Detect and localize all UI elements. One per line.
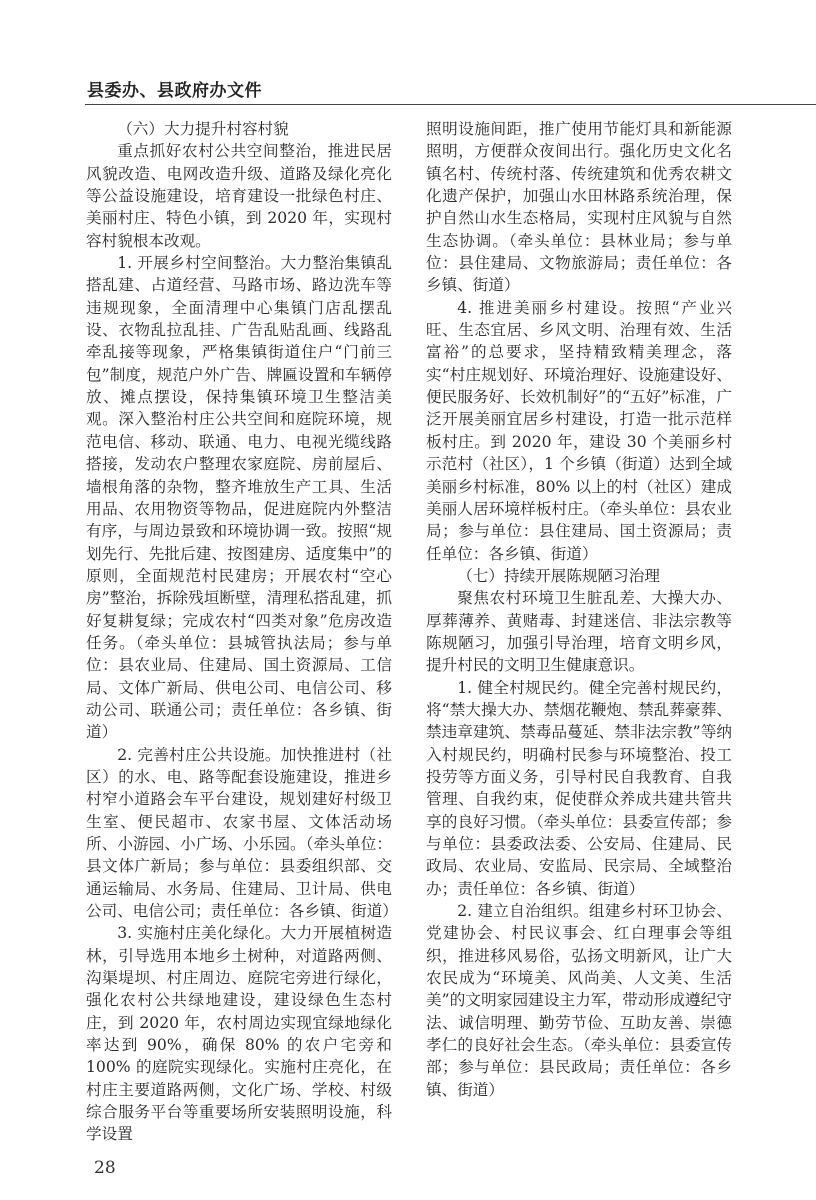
header-divider: [85, 104, 816, 105]
paragraph-intro-7: 聚焦农村环境卫生脏乱差、大操大办、厚葬薄养、黄赌毒、封建迷信、非法宗教等陈规陋习，加强引导治理，培育文明乡风，提升村民的文明卫生健康意识。: [426, 589, 732, 675]
paragraph-intro: 重点抓好农村公共空间整治，推进民居风貌改造、电网改造升级、道路及绿化亮化等公益设施建设，培育建设一批绿色村庄、美丽村庄、特色小镇，到 2020 年，实现村容村貌根本改观。: [86, 142, 392, 250]
paragraph-item-1: 1. 开展乡村空间整治。大力整治集镇乱搭乱建、占道经营、马路市场、路边洗车等违规现象，全面清理中心集镇门店乱摆乱设、衣物乱拉乱挂、广告乱贴乱画、线路乱牵乱接等现象，严格集镇街道住户“门前三包”制度，规范户外广告、牌匾设置和车辆停放、摊点摆设，保持集镇环境卫生整洁美观。深入整治村庄公共空间和庭院环境，规范电信、移动、联通、电力、电视光缆线路搭接，发动农户整理农家庭院、房前屋后、墙根角落的杂物，整齐堆放生产工具、生活用品、农用物资等物品，促进庭院内外整洁有序，与周边景致和环境协调一致。按照“规划先行、先批后建、按图建房、适度集中”的原则，全面规范村民建房；开展农村“空心房”整治，拆除残垣断壁，清理私搭乱建，抓好复耕复绿；完成农村“四类对象”危房改造任务。（牵头单位：县城管执法局；参与单位：县农业局、住建局、国土资源局、工信局、文体广新局、供电公司、电信公司、移动公司、联通公司；责任单位：各乡镇、街道）: [86, 254, 392, 742]
section-heading-7: （七）持续开展陈规陋习治理: [457, 566, 660, 585]
section-heading-6: （六）大力提升村容村貌: [117, 120, 289, 138]
page-number: 28: [94, 1157, 116, 1178]
paragraph-item-7-2: 2. 建立自治组织。组建乡村环卫协会、党建协会、村民议事会、红白理事会等组织，推进移风易俗，弘扬文明新风，让广大农民成为“环境美、风尚美、人文美、生活美”的文明家园建设主力军，带动形成遵纪守法、诚信明理、勤劳节俭、互助友善、崇德孝仁的良好社会生态。（牵头单位：县委宣传部；参与单位：县民政局；责任单位：各乡镇、街道）: [426, 902, 732, 1099]
left-column: [86, 118, 398, 1180]
paragraph-item-7-1: 1. 健全村规民约。健全完善村规民约，将“禁大操大办、禁烟花鞭炮、禁乱葬豪葬、禁违章建筑、禁毒品蔓延、禁非法宗教”等纳入村规民约，明确村民参与环境整治、投工投劳等方面义务，引导村民自我教育、自我管理、自我约束，促使群众养成共建共管共享的良好习惯。（牵头单位：县委宣传部；参与单位：县委政法委、公安局、住建局、民政局、农业局、安监局、民宗局、全域整治办；责任单位：各乡镇、街道）: [426, 678, 732, 898]
paragraph-item-4: 4. 推进美丽乡村建设。按照“产业兴旺、生态宜居、乡风文明、治理有效、生活富裕”的总要求，坚持精致精美理念，落实“村庄规划好、环境治理好、设施建设好、便民服务好、长效机制好”的“五好”标准，广泛开展美丽宜居乡村建设，打造一批示范样板村庄。到 2020 年，建设 30 个美丽乡村示范村（社区），1 个乡镇（街道）达到全域美丽乡村标准，80% 以上的村（社区）建成美丽人居环境样板村庄。（牵头单位：县农业局；参与单位：县住建局、国土资源局；责任单位：各乡镇、街道）: [426, 298, 732, 563]
right-column: [426, 118, 732, 1101]
running-header-title: 县委办、县政府办文件: [87, 81, 262, 101]
paragraph-item-3: 3. 实施村庄美化绿化。大力开展植树造林，引导选用本地乡土树种，对道路两侧、沟渠堤坝、村庄周边、庭院宅旁进行绿化，强化农村公共绿地建设，建设绿色生态村庄，到 2020 年，农村周边实现宜绿地绿化率达到 90%，确保 80% 的农户宅旁和 100% 的庭院实现绿化。实施村庄亮化，在村庄主要道路两侧，文化广场、学校、村级综合服务平台等重要场所安装照明设施，科学设置: [86, 924, 392, 1144]
paragraph-item-2: 2. 完善村庄公共设施。加快推进村（社区）的水、电、路等配套设施建设，推进乡村窄小道路会车平台建设，规划建好村级卫生室、便民超市、农家书屋、文体活动场所、小游园、小广场、小乐园。（牵头单位：县文体广新局；参与单位：县委组织部、交通运输局、水务局、住建局、卫计局、供电公司、电信公司；责任单位：各乡镇、街道）: [86, 745, 398, 921]
paragraph-item-3-continued: 照明设施间距，推广使用节能灯具和新能源照明，方便群众夜间出行。强化历史文化名镇名村、传统村落、传统建筑和优秀农耕文化遗产保护，加强山水田林路系统治理，保护自然山水生态格局，实现村庄风貌与自然生态协调。（牵头单位：县林业局；参与单位：县住建局、文物旅游局；责任单位：各乡镇、街道）: [426, 120, 732, 295]
